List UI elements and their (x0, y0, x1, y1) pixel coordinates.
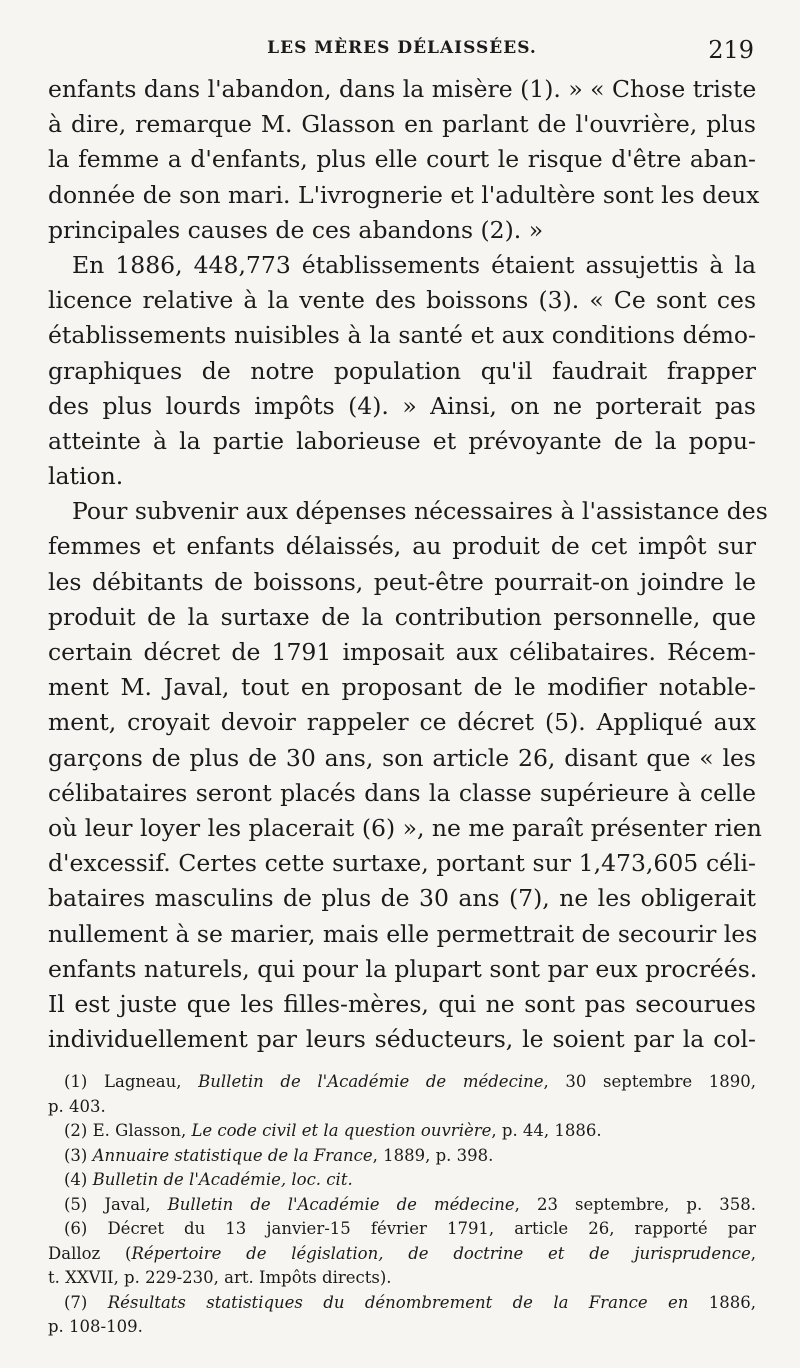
footnote-citation-title: Annuaire statistique de la France (92, 1145, 373, 1165)
footnotes (48, 1070, 756, 1340)
text-line: les débitants de boissons, peut-être pourrait-on joindre le (48, 567, 756, 596)
footnote-citation-title: Le code civil et la question ouvrière (191, 1121, 492, 1140)
footnote-text: , p. 44, 1886. (491, 1121, 602, 1140)
text-line: nullement à se marier, mais elle permettrait de secourir les (48, 919, 758, 948)
footnote-line (48, 1168, 756, 1193)
text-line: enfants dans l'abandon, dans la misère (1). » « Chose triste (48, 75, 757, 103)
text-line: femmes et enfants délaissés, au produit de cet impôt sur (48, 532, 756, 561)
body-text (48, 72, 768, 1057)
footnote-line (48, 1242, 756, 1267)
text-line: d'excessif. Certes cette surtaxe, portant sur 1,473,605 céli- (48, 849, 756, 878)
footnote-citation-title: Résultats statistiques du dénombrement de la France en (107, 1292, 689, 1312)
footnote-line (48, 1217, 756, 1242)
text-line: produit de la surtaxe de la contribution personnelle, que (48, 602, 756, 631)
footnote-text: (3) (64, 1145, 93, 1165)
footnote-line (48, 1266, 756, 1291)
footnote-text: , 1889, p. 398. (372, 1145, 494, 1165)
text-line: garçons de plus de 30 ans, son article 26, disant que « les (48, 743, 756, 772)
text-line: atteinte à la partie laborieuse et prévoyante de la popu- (48, 426, 756, 455)
footnote-citation-title: Répertoire de législation, de doctrine et de jurisprudence (131, 1243, 751, 1263)
footnote-text: Dalloz ( (48, 1243, 132, 1263)
text-line: célibataires seront placés dans la classe supérieure à celle (48, 778, 756, 807)
text-line: En 1886, 448,773 établissements étaient assujettis à la (72, 250, 756, 279)
footnote-text: 1886, (688, 1292, 756, 1312)
text-line: Il est juste que les filles-mères, qui ne sont pas secourues (48, 989, 756, 1018)
text-line: donnée de son mari. L'ivrognerie et l'adultère sont les deux (48, 180, 760, 209)
footnote-text: (5) Javal, (64, 1194, 168, 1214)
text-line: où leur loyer les placerait (6) », ne me paraît présenter rien (48, 813, 762, 842)
text-line: ment M. Javal, tout en proposant de le modifier notable- (48, 673, 756, 702)
text-line: graphiques de notre population qu'il faudrait frapper (48, 356, 756, 385)
text-line: bataires masculins de plus de 30 ans (7), ne les obligerait (48, 884, 756, 913)
footnote-line (48, 1291, 756, 1316)
text-line: Pour subvenir aux dépenses nécessaires à l'assistance des (72, 497, 768, 526)
text-line: certain décret de 1791 imposait aux célibataires. Récem- (48, 638, 756, 666)
footnote-line (48, 1144, 756, 1169)
footnote-line (48, 1119, 756, 1144)
text-line: principales causes de ces abandons (2). » (48, 215, 544, 244)
text-line: individuellement par leurs séducteurs, le soient par la col- (48, 1025, 756, 1054)
footnote-text: p. 108-109. (48, 1317, 143, 1336)
text-line: lation. (48, 462, 124, 491)
text-line: des plus lourds impôts (4). » Ainsi, on ne porterait pas (48, 391, 756, 420)
running-title: LES MÈRES DÉLAISSÉES. (267, 38, 537, 58)
footnote-text: (7) (64, 1292, 108, 1312)
footnote-text: (2) E. Glasson, (64, 1121, 192, 1140)
page-number: 219 (708, 36, 754, 64)
footnote-citation-title: Bulletin de l'Académie de médecine (198, 1072, 544, 1091)
text-line: enfants naturels, qui pour la plupart sont par eux procréés. (48, 954, 758, 983)
text-line: établissements nuisibles à la santé et aux conditions démo- (48, 321, 756, 350)
footnote-citation-title: Bulletin de l'Académie de médecine (167, 1194, 515, 1214)
text-line: à dire, remarque M. Glasson en parlant de l'ouvrière, plus (48, 110, 756, 139)
footnote-text: p. 403. (48, 1096, 106, 1116)
footnote-text: , (750, 1243, 756, 1263)
footnote-line (48, 1315, 756, 1340)
footnote-text: , 30 septembre 1890, (543, 1072, 756, 1091)
footnote-text: (6) Décret du 13 janvier-15 février 1791, article 26, rapporté par (64, 1219, 756, 1238)
footnote-text: (1) Lagneau, (64, 1072, 199, 1091)
running-head (48, 38, 756, 68)
text-line: licence relative à la vente des boissons (3). « Ce sont ces (48, 286, 756, 315)
text-line: la femme a d'enfants, plus elle court le risque d'être aban- (48, 145, 756, 174)
footnote-text: (4) (64, 1170, 93, 1189)
footnote-text: t. XXVII, p. 229-230, art. Impôts directs). (48, 1268, 392, 1287)
text-line: ment, croyait devoir rappeler ce décret (5). Appliqué aux (48, 708, 756, 737)
footnote-line (48, 1095, 756, 1120)
footnote-line (48, 1070, 756, 1095)
footnote-text: , 23 septembre, p. 358. (514, 1194, 756, 1214)
footnote-citation-title: Bulletin de l'Académie, loc. cit. (92, 1170, 353, 1189)
footnote-line (48, 1193, 756, 1218)
